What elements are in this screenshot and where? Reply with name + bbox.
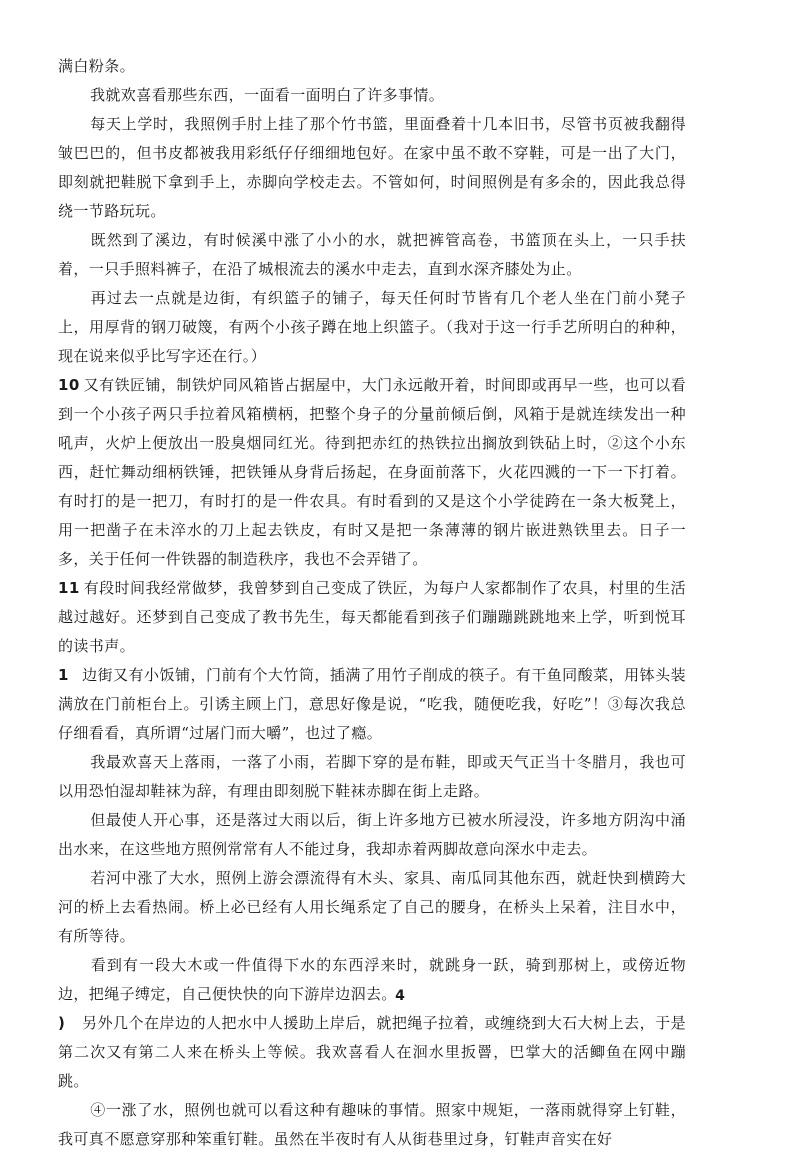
paragraph <box>58 806 686 864</box>
paragraph-text: 另外几个在岸边的人把水中人援助上岸后，就把绳子拉着，或缠绕到大石大树上去，于是第二次又有第二人来在桥头上等候。我欢喜看人在洄水里扳罾，巴掌大的活鲫鱼在网中蹦跳。 <box>58 1014 686 1090</box>
paragraph-text: 有段时间我经常做梦，我曾梦到自己变成了铁匠，为每户人家都制作了农具，村里的生活越过越好。还梦到自己变成了教书先生，每天都能看到孩子们蹦蹦跳跳地来上学，听到悦耳的读书声。 <box>58 579 686 655</box>
paragraph-text: 我最欢喜天上落雨，一落了小雨，若脚下穿的是布鞋，即或天气正当十冬腊月，我也可以用恐怕湿却鞋袜为辞，有理由即刻脱下鞋袜赤脚在街上走路。 <box>58 753 686 800</box>
paragraph-text: ④一涨了水，照例也就可以看这种有趣味的事情。照家中规矩，一落雨就得穿上钉鞋，我可真不愿意穿那种笨重钉鞋。虽然在半夜时有人从街巷里过身，钉鞋声音实在好 <box>58 1101 686 1148</box>
paragraph-text: 既然到了溪边，有时候溪中涨了小小的水，就把裤管高卷，书篮顶在头上，一只手扶着，一只手照料裤子，在沿了城根流去的溪水中走去，直到水深齐膝处为止。 <box>58 231 686 278</box>
paragraph-mark: 11 <box>58 579 80 597</box>
paragraph-mark: 1 <box>58 666 69 684</box>
paragraph <box>58 52 686 81</box>
paragraph-mark: ) <box>58 1014 66 1032</box>
paragraph-text: 又有铁匠铺，制铁炉同风箱皆占据屋中，大门永远敞开着，时间即或再早一些，也可以看到一个小孩子两只手拉着风箱横柄，把整个身子的分量前倾后倒，风箱于是就连续发出一种吼声，火炉上便放出一股臭烟同红光。待到把赤红的热铁拉出搁放到铁砧上时，②这个小东西，赶忙舞动细柄铁锤，把铁锤从身背后扬起，在身面前落下，火花四溅的一下一下打着。有时打的是一把刀，有时打的是一件农具。有时看到的又是这个小学徒跨在一条大板凳上，用一把凿子在未淬水的刀上起去铁皮，有时又是把一条薄薄的钢片嵌进熟铁里去。日子一多，关于任何一件铁器的制造秩序，我也不会弄错了。 <box>58 376 686 568</box>
paragraph-text: 但最使人开心事，还是落过大雨以后，街上许多地方已被水所浸没，许多地方阴沟中涌出水来，在这些地方照例常常有人不能过身，我却赤着两脚故意向深水中走去。 <box>58 811 686 858</box>
paragraph-text: 若河中涨了大水，照例上游会漂流得有木头、家具、南瓜同其他东西，就赶快到横跨大河的桥上去看热闹。桥上必已经有人用长绳系定了自己的腰身，在桥头上呆着，注目水中，有所等待。 <box>58 869 686 945</box>
paragraph-text: 满白粉条。 <box>58 57 136 75</box>
paragraph-text: 再过去一点就是边街，有织篮子的铺子，每天任何时节皆有几个老人坐在门前小凳子上，用厚背的钢刀破篾，有两个小孩子蹲在地上织篮子。（我对于这一行手艺所明白的种种，现在说来似乎比写字还在行。） <box>58 289 686 365</box>
paragraph-text: 每天上学时，我照例手肘上挂了那个竹书篮，里面叠着十几本旧书，尽管书页被我翻得皱巴巴的，但书皮都被我用彩纸仔仔细细地包好。在家中虽不敢不穿鞋，可是一出了大门，即刻就把鞋脱下拿到手上，赤脚向学校走去。不管如何，时间照例是有多余的，因此我总得绕一节路玩玩。 <box>58 115 686 220</box>
paragraph <box>58 1096 686 1154</box>
paragraph-text: 看到有一段大木或一件值得下水的东西浮来时，就跳身一跃，骑到那树上，或傍近物边，把绳子缚定，自己便快快的向下游岸边泅去。 <box>58 956 686 1003</box>
paragraph <box>58 371 686 574</box>
paragraph <box>58 81 686 110</box>
paragraph <box>58 574 686 661</box>
paragraph <box>58 661 686 748</box>
paragraph-text: 我就欢喜看那些东西，一面看一面明白了许多事情。 <box>90 86 445 104</box>
paragraph-mark: 10 <box>58 376 80 394</box>
paragraph-text: 边街又有小饭铺，门前有个大竹筒，插满了用竹子削成的筷子。有干鱼同酸菜，用钵头装满放在门前柜台上。引诱主顾上门，意思好像是说，“吃我，随便吃我，好吃”！③每次我总仔细看看，真所谓“过屠门而大嚼”，也过了瘾。 <box>58 666 686 742</box>
paragraph <box>58 110 686 226</box>
paragraph <box>58 226 686 284</box>
page-number: 4 <box>395 988 405 1004</box>
paragraph <box>58 864 686 951</box>
paragraph <box>58 748 686 806</box>
paragraph <box>58 1009 686 1096</box>
paragraph <box>58 284 686 371</box>
